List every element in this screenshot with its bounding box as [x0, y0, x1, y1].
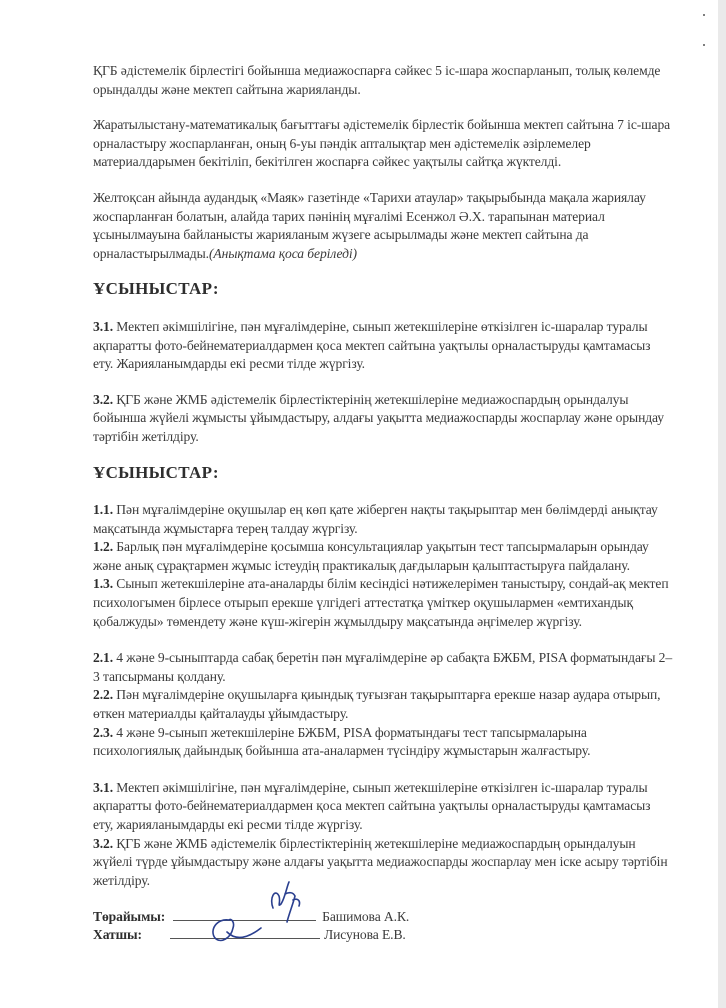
recommendation-item: [93, 575, 673, 631]
item-text: Мектеп әкімшілігіне, пән мұғалімдеріне, сынып жетекшілеріне өткізілген іс-шаралар туралы ақпаратты фото-бейнематериалдармен қоса мектеп сайтына уақтылы орналастыруды қамтамасыз ету. Жарияланымдарды екі ресми тілде жүргізу.: [93, 318, 651, 372]
chair-label: Төрайымы:: [93, 909, 166, 925]
item-number: 2.2.: [93, 687, 113, 703]
page-edge: [718, 0, 726, 1008]
signature-row-secretary: [93, 926, 673, 944]
recommendation-group-2: [93, 649, 673, 761]
item-number: 1.1.: [93, 502, 113, 518]
reference-note: (Анықтама қоса беріледі): [208, 245, 357, 261]
item-number: 1.3.: [93, 576, 113, 592]
item-text: Пән мұғалімдеріне оқушылар ең көп қате жіберген нақты тақырыптар мен бөлімдерді анықтау мақсатында жұмыстарға терең талдау жүргізу.: [93, 502, 658, 536]
item-text: Мектеп әкімшілігіне, пән мұғалімдеріне, сынып жетекшілеріне өткізілген іс-шаралар туралы ақпаратты фото-бейнематериалдармен қоса мектеп сайтына уақтылы орналастыруды қамтамасыз ету, жарияланымдарды екі ресми тілде жүргізу.: [93, 779, 651, 832]
paragraph-kgb-mediaplan: ҚГБ әдістемелік бірлестігі бойынша медиажоспарға сәйкес 5 іс-шара жоспарланып, толық көлемде орындалды және мектеп сайтына жарияланды.: [93, 63, 661, 97]
item-text: Сынып жетекшілеріне ата-аналарды білім кесіндісі нәтижелерімен таныстыру, сондай-ақ мектеп психологымен бірлесе отырып ерекше үлгідегі аттестатқа үміткер оқушылармен «емтихандық қобалжуды» төмендету және күш-жігерін жұмылдыру мақсатында әңгімелер жүргізу.: [93, 576, 669, 629]
chair-name: Башимова А.К.: [322, 909, 410, 925]
item-number: 2.1.: [93, 650, 113, 666]
recommendation-group-1: [93, 501, 673, 631]
document-body: [93, 62, 673, 944]
scan-speck: [703, 44, 705, 46]
section-heading-recommendations-2: ҰСЫНЫСТАР:: [93, 462, 219, 482]
recommendation-item: [93, 501, 673, 538]
secretary-label: Хатшы:: [93, 927, 142, 943]
item-number: 3.1.: [93, 779, 113, 795]
item-number: 3.2.: [93, 391, 113, 407]
secretary-name: Лисунова Е.В.: [323, 927, 406, 943]
paragraph-december-article: [93, 189, 673, 263]
section-heading-recommendations-1: ҰСЫНЫСТАР:: [93, 279, 219, 299]
signature-line: [173, 908, 316, 921]
item-number: 2.3.: [93, 724, 113, 740]
recommendation-item: [93, 779, 673, 835]
item-text: 4 және 9-сынып жетекшілеріне БЖБМ, PISA форматындағы тест тапсырмаларына психологиялық дайындық бойынша ата-аналармен түсіндіру жұмыстарын жалғастыру.: [93, 724, 591, 759]
recommendation-group-3: [93, 779, 673, 891]
item-text: ҚГБ және ЖМБ әдістемелік бірлестіктерінің жетекшілеріне медиажоспардың орындалуын жүйелі түрде ұйымдастыру және алдағы уақытта медиажоспарды жоспарлау мен іске асыру тәртібін жетілдіру.: [93, 835, 668, 888]
paragraph-text: Желтоқсан айында аудандық «Маяк» газетінде «Тарихи атаулар» тақырыбында мақала жариялау жоспарланған болатын, алайда тарих пәнінің мұғалімі Есенжол Ә.Х. тарапынан материал ұсынылмауына байланысты жарияланым жүзеге асырылмады және мектеп сайтына да орналастырылмады.: [93, 189, 646, 261]
recommendation-item: [93, 538, 673, 575]
item-text: Пән мұғалімдеріне оқушыларға қиындық туғызған тақырыптарға ерекше назар аудара отырып, өткен материалды қайталауды ұйымдастыру.: [93, 687, 661, 722]
signature-line: [170, 926, 320, 939]
recommendation-item: [93, 649, 673, 686]
item-number: 3.2.: [93, 835, 113, 851]
item-text: Барлық пән мұғалімдеріне қосымша консультациялар уақытын тест тапсырмаларын орындау және анық сұрақтармен жұмыс істеудің практикалық дағдыларын қалыптастыруға пайдалану.: [93, 539, 649, 573]
item-number: 3.1.: [93, 318, 113, 334]
signature-row-chair: [93, 908, 673, 926]
recommendation-item: [93, 724, 673, 761]
item-number: 1.2.: [93, 539, 113, 555]
item-text: ҚГБ және ЖМБ әдістемелік бірлестіктерінің жетекшілеріне медиажоспардың орындалуы бойынша жүйелі жұмысты ұйымдастыру, алдағы уақытта медиажоспарды жоспарлау және орындау тәртібін жетілдіру.: [93, 391, 664, 444]
recommendation-item: [93, 686, 673, 723]
signature-block: [93, 908, 673, 944]
recommendation-item: [93, 835, 673, 891]
recommendation-item: [93, 318, 673, 374]
paragraph-science-math: Жаратылыстану-математикалық бағыттағы әдістемелік бірлестік бойынша мектеп сайтына 7 іс-шара орналастыру жоспарланған, оның 6-уы пәндік апталықтар мен әдістемелік әзірлемелер материалдарымен бекітіліп, бекітілген жоспарға сәйкес уақтылы сайтқа жүктелді.: [93, 117, 671, 170]
recommendation-item: [93, 391, 673, 447]
item-text: 4 және 9-сыныптарда сабақ беретін пән мұғалімдеріне әр сабақта БЖБМ, PISA форматындағы 2–3 тапсырманы қолдану.: [93, 650, 673, 684]
scan-speck: [703, 14, 705, 16]
